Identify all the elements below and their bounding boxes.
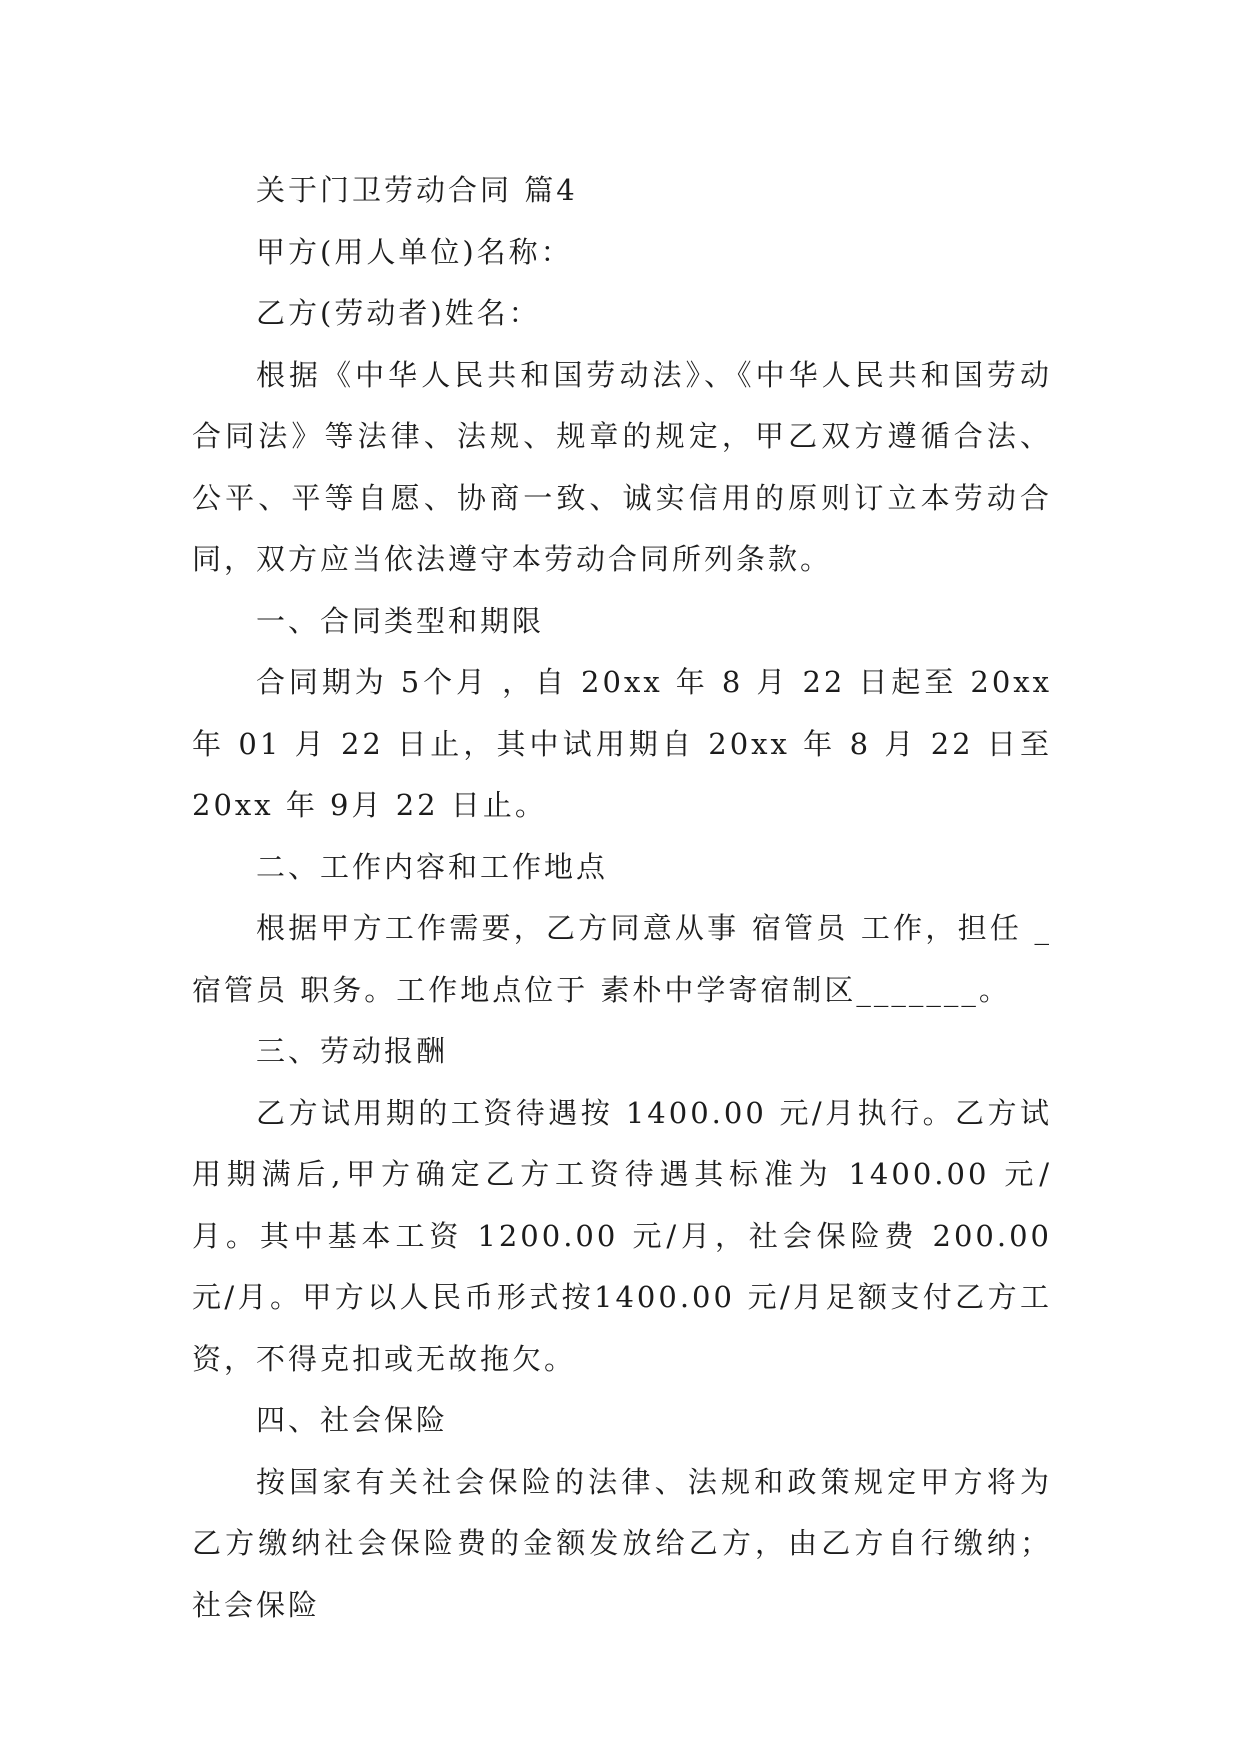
section-body-contract-term: 合同期为 5个月 ，自 20xx 年 8 月 22 日起至 20xx 年 01 月 22 日止，其中试用期自 20xx 年 8 月 22 日至 20xx 年 9月 22 日止。 [192, 665, 1052, 822]
section-heading-contract-term: 一、合同类型和期限 [256, 603, 545, 638]
party-b-name: 乙方(劳动者)姓名： [256, 296, 541, 330]
section-body-remuneration: 乙方试用期的工资待遇按 1400.00 元/月执行。乙方试用期满后,甲方确定乙方工资待遇其标准为 1400.00 元/月。其中基本工资 1200.00 元/月，社会保险费 200.00 元/月。甲方以人民币形式按1400.00 元/月足额支付乙方工资，不得克扣或无故拖欠。 [192, 1095, 1052, 1376]
document-body [192, 160, 1052, 1636]
section-heading-work-content: 二、工作内容和工作地点 [256, 849, 609, 884]
section-heading-social-insurance: 四、社会保险 [256, 1403, 449, 1437]
section-body-social-insurance: 按国家有关社会保险的法律、法规和政策规定甲方将为乙方缴纳社会保险费的金额发放给乙方，由乙方自行缴纳；社会保险 [192, 1464, 1052, 1622]
preamble-paragraph: 根据《中华人民共和国劳动法》、《中华人民共和国劳动合同法》等法律、法规、规章的规定，甲乙双方遵循合法、公平、平等自愿、协商一致、诚实信用的原则订立本劳动合同，双方应当依法遵守本劳动合同所列条款。 [192, 357, 1052, 576]
section-heading-remuneration: 三、劳动报酬 [256, 1034, 449, 1068]
party-a-name: 甲方(用人单位)名称： [256, 234, 573, 269]
section-body-work-content: 根据甲方工作需要，乙方同意从事 宿管员 工作，担任 _宿管员 职务。工作地点位于 素朴中学寄宿制区_______。 [192, 911, 1052, 1007]
document-title: 关于门卫劳动合同 篇4 [256, 173, 578, 207]
